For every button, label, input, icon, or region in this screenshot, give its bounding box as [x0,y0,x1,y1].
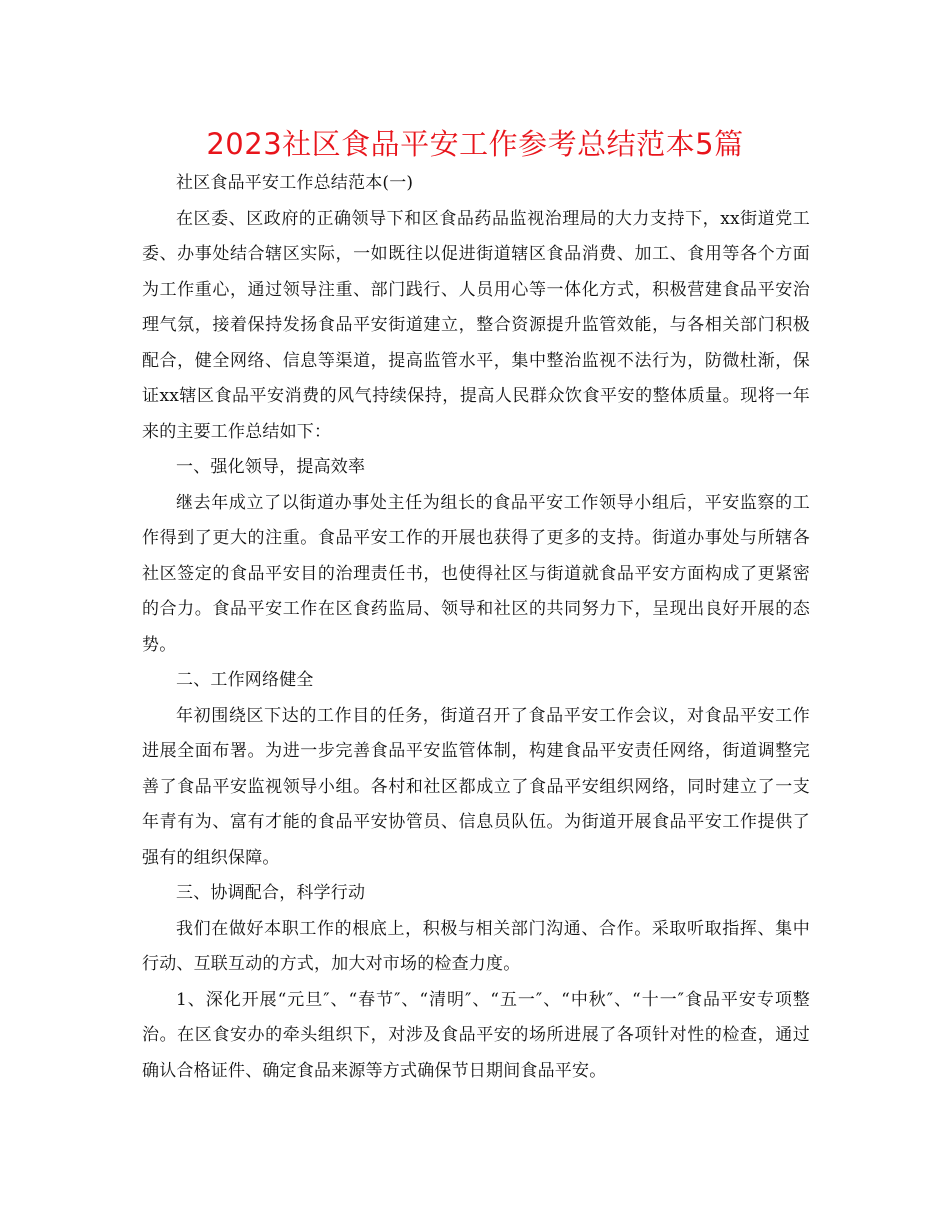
section-heading-1: 一、强化领导，提高效率 [176,457,366,477]
paragraph-intro: 在区委、区政府的正确领导下和区食品药品监视治理局的大力支持下，xx街道党工委、办事处结合辖区实际，一如既往以促进街道辖区食品消费、加工、食用等各个方面为工作重心，通过领导注重、部门践行、人员用心等一体化方式，积极营建食品平安治理气氛，接着保持发扬食品平安街道建立，整合资源提升监管效能，与各相关部门积极配合，健全网络、信息等渠道，提高监管水平，集中整治监视不法行为，防微杜渐，保证xx辖区食品平安消费的风气持续保持，提高人民群众饮食平安的整体质量。现将一年来的主要工作总结如下： [142,208,810,442]
section-heading-3: 三、协调配合，科学行动 [176,883,366,903]
document-title: 2023社区食品平安工作参考总结范本5篇 [206,127,744,161]
paragraph-section-2: 年初围绕区下达的工作目的任务，街道召开了食品平安工作会议，对食品平安工作进展全面布署。为进一步完善食品平安监管体制，构建食品平安责任网络，街道调整完善了食品平安监视领导小组。各村和社区都成立了食品平安组织网络，同时建立了一支年青有为、富有才能的食品平安协管员、信息员队伍。为街道开展食品平安工作提供了强有的组织保障。 [142,705,810,868]
paragraph-section-1: 继去年成立了以街道办事处主任为组长的食品平安工作领导小组后，平安监察的工作得到了更大的注重。食品平安工作的开展也获得了更多的支持。街道办事处与所辖各社区签定的食品平安目的治理责任书，也使得社区与街道就食品平安方面构成了更紧密的合力。食品平安工作在区食药监局、领导和社区的共同努力下，呈现出良好开展的态势。 [142,492,810,655]
paragraph-item-1: 1、深化开展“元旦″、“春节″、“清明″、“五一″、“中秋″、“十一″食品平安专项整治。在区食安办的牵头组织下，对涉及食品平安的场所进展了各项针对性的检查，通过确认合格证件、确定食品来源等方式确保节日期间食品平安。 [142,989,810,1081]
document-subtitle: 社区食品平安工作总结范本(一) [176,173,414,193]
document-body [142,166,810,1089]
section-heading-2: 二、工作网络健全 [176,670,314,690]
paragraph-section-3: 我们在做好本职工作的根底上，积极与相关部门沟通、合作。采取听取指挥、集中行动、互联互动的方式，加大对市场的检查力度。 [142,918,810,974]
